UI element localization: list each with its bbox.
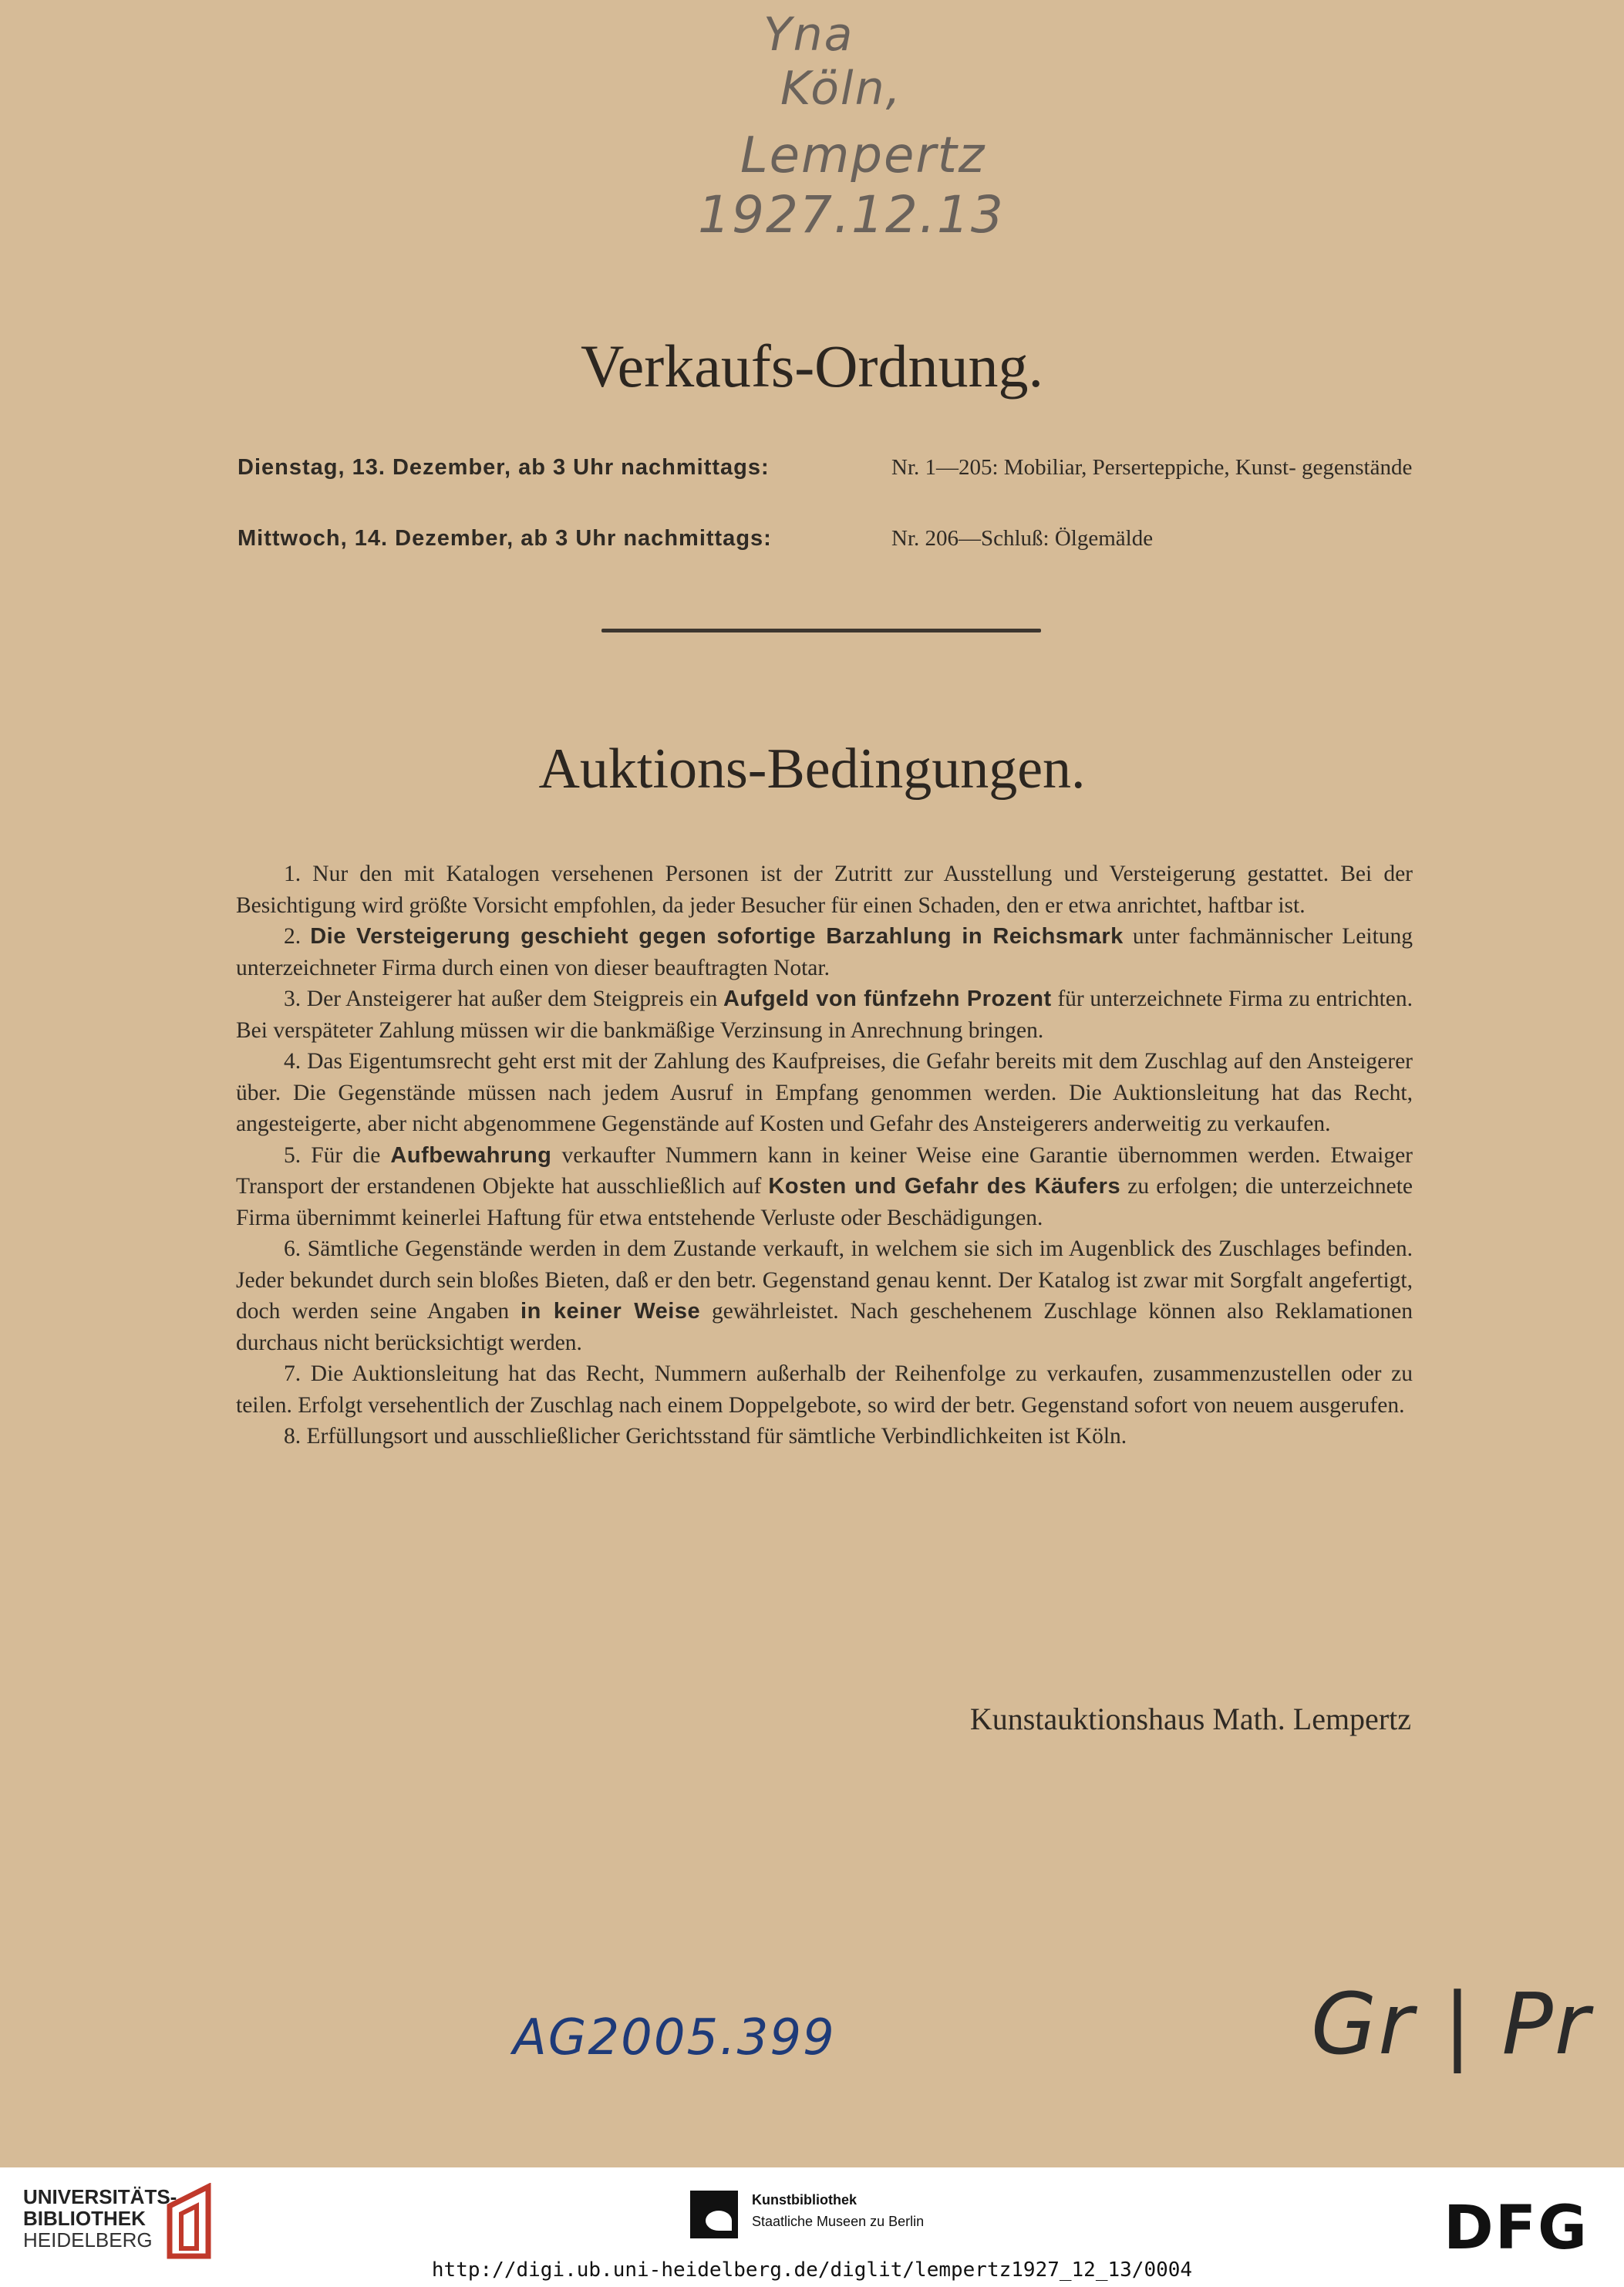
schedule-lots: Nr. 1—205: Mobiliar, Perserteppiche, Kunst- gegenstände xyxy=(891,455,1413,480)
condition-6: 6. Sämtliche Gegenstände werden in dem Zustande verkauft, in welchem sie sich im Augenblick des Zuschlages befinden. Jeder bekundet durch sein bloßes Bieten, daß er den betr. Gegenstand genau kennt. Der Katalog ist zwar mit Sorgfalt angefertigt, doch werden seine Angaben in keiner Weise gewährleistet. Nach geschehenem Zuschlage können also Reklamationen durchaus nicht berücksichtigt werden. xyxy=(236,1236,1413,1355)
condition-2: 2. Die Versteigerung geschieht gegen sofortige Barzahlung in Reichsmark unter fachmännischer Leitung unterzeichneter Firma durch einen von dieser beauftragten Notar. xyxy=(236,924,1413,980)
schedule-row-2 xyxy=(238,522,1417,555)
handwritten-initials: Gr | Pr xyxy=(1311,1975,1592,2073)
conditions-list xyxy=(236,858,1413,1452)
schedule-day-label: Dienstag, 13. Dezember, ab 3 Uhr nachmittags: xyxy=(238,455,770,480)
schedule-row-1 xyxy=(238,451,1417,516)
section-divider xyxy=(601,629,1041,632)
footer-bar xyxy=(0,2167,1624,2287)
condition-7: 7. Die Auktionsleitung hat das Recht, Nummern außerhalb der Reihenfolge zu verkaufen, zusammenzustellen oder zu teilen. Erfolgt versehentlich der Zuschlag nach einem Doppelgebote, so wird der betr. Gegenstand sofort von neuem ausgerufen. xyxy=(236,1361,1413,1418)
kunstbibliothek-icon xyxy=(690,2191,738,2238)
ub-heidelberg-logo[interactable]: UNIVERSITÄTS- BIBLIOTHEK HEIDELBERG xyxy=(23,2185,177,2252)
page-url[interactable]: http://digi.ub.uni-heidelberg.de/diglit/lempertz1927_12_13/0004 xyxy=(431,2258,1193,2282)
handwritten-note-yna: Yna xyxy=(763,8,854,62)
auction-conditions-title: Auktions-Bedingungen. xyxy=(538,737,1086,801)
ub-heidelberg-emblem-icon xyxy=(162,2183,224,2260)
kb-title: Kunstbibliothek xyxy=(752,2192,857,2208)
schedule-lots: Nr. 206—Schluß: Ölgemälde xyxy=(891,526,1154,551)
handwritten-note-date: 1927.12.13 xyxy=(698,185,1005,245)
condition-3: 3. Der Ansteigerer hat außer dem Steigpreis ein Aufgeld von fünfzehn Prozent für unterzeichnete Firma zu entrichten. Bei verspäteter Zahlung müssen wir die bankmäßige Verzinsung in Anrechnung bringen. xyxy=(236,987,1413,1043)
schedule-day-label: Mittwoch, 14. Dezember, ab 3 Uhr nachmittags: xyxy=(238,526,772,551)
auction-house-signature: Kunstauktionshaus Math. Lempertz xyxy=(969,1702,1411,1736)
condition-5: 5. Für die Aufbewahrung verkaufter Nummern kann in keiner Weise eine Garantie übernommen werden. Etwaiger Transport der erstandenen Objekte hat ausschließlich auf Kosten und Gefahr des Käufers zu erfolgen; die unterzeichnete Firma übernimmt keinerlei Haftung für etwa entstehende Verluste oder Beschädigungen. xyxy=(236,1142,1413,1230)
handwritten-note-lempertz: Lempertz xyxy=(740,127,986,184)
dfg-logo[interactable]: DFG xyxy=(1444,2194,1589,2263)
condition-4: 4. Das Eigentumsrecht geht erst mit der Zahlung des Kaufpreises, die Gefahr bereits mit dem Zuschlag auf den Ansteigerer über. Die Gegenstände müssen nach jedem Ausruf in Empfang genommen werden. Die Auktionsleitung hat das Recht, angesteigerte, aber nicht abgenommene Gegenstände auf Kosten und Gefahr des Ansteigerers anderweitig zu verkaufen. xyxy=(236,1049,1413,1136)
inventory-number: AG2005.399 xyxy=(513,2009,836,2066)
condition-1: 1. Nur den mit Katalogen versehenen Personen ist der Zutritt zur Ausstellung und Versteigerung gestattet. Bei der Besichtigung wird größte Vorsicht empfohlen, da jeder Besucher für einen Schaden, den er etwa anrichtet, haftbar ist. xyxy=(236,862,1413,918)
sale-order-title: Verkaufs-Ordnung. xyxy=(580,332,1043,400)
handwritten-note-koln: Köln, xyxy=(780,62,902,116)
kb-subtitle: Staatliche Museen zu Berlin xyxy=(752,2214,925,2229)
condition-8: 8. Erfüllungsort und ausschließlicher Gerichtsstand für sämtliche Verbindlichkeiten ist Köln. xyxy=(284,1424,1127,1449)
